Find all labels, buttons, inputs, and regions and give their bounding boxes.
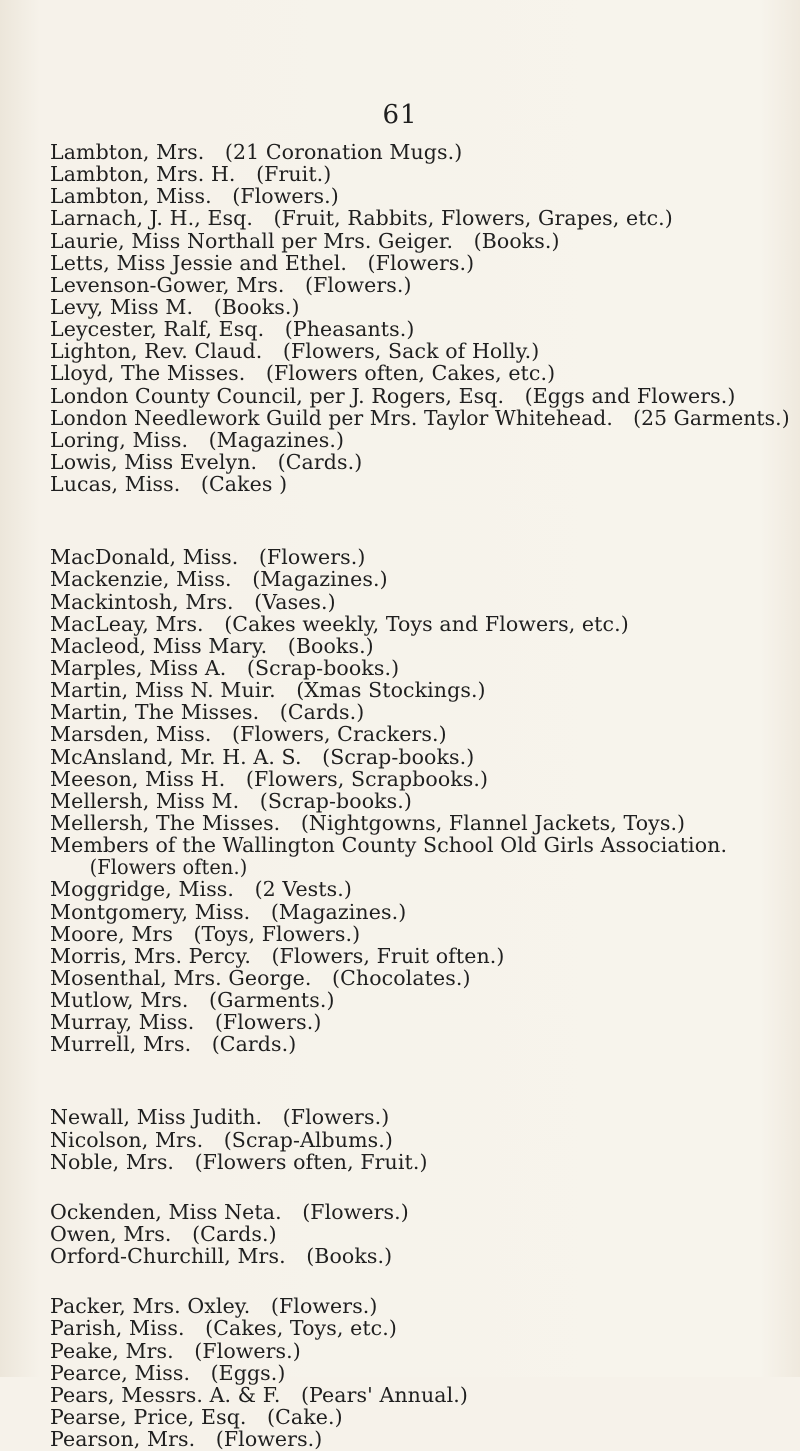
list-item: [50, 1340, 790, 1362]
donor-name: Lambton, Miss.: [50, 184, 212, 209]
list-item: [50, 1245, 790, 1267]
gift-description: (Flowers, Crackers.): [232, 722, 447, 747]
donor-name: Macleod, Miss Mary.: [50, 633, 268, 658]
list-item: [50, 163, 790, 185]
donor-name: Montgomery, Miss.: [50, 899, 251, 924]
list-item: [50, 385, 790, 407]
list-item: [50, 429, 790, 451]
list-item: [50, 834, 790, 856]
gift-description: (Cakes weekly, Toys and Flowers, etc.): [224, 611, 629, 636]
list-item: [50, 1295, 790, 1317]
gift-description: (Cake.): [267, 1405, 343, 1430]
donor-name: Mellersh, Miss M.: [50, 788, 240, 813]
gift-description: (Cards.): [211, 1032, 297, 1057]
list-item: [50, 1201, 790, 1223]
donor-name: MacDonald, Miss.: [50, 545, 239, 570]
donor-name: London Needlework Guild per Mrs. Taylor Whitehead.: [50, 405, 613, 430]
donor-name: Lloyd, The Misses.: [50, 361, 246, 386]
donor-name: Levenson-Gower, Mrs.: [50, 272, 285, 297]
donor-name: Loring, Miss.: [50, 427, 189, 452]
list-item: [50, 318, 790, 340]
donor-name: Lucas, Miss.: [50, 472, 181, 497]
donor-name: Pearce, Miss.: [50, 1360, 191, 1385]
donor-name: Marsden, Miss.: [50, 722, 212, 747]
donor-name: Mackintosh, Mrs.: [50, 589, 234, 614]
gift-description: (Scrap-books.): [322, 744, 475, 769]
gift-description: (Cakes, Toys, etc.): [205, 1316, 397, 1341]
donor-name: Ockenden, Miss Neta.: [50, 1199, 282, 1224]
list-item: [50, 635, 790, 657]
donor-name: Mackenzie, Miss.: [50, 567, 232, 592]
list-item: [50, 1106, 790, 1128]
gift-description: (Magazines.): [270, 899, 407, 924]
donor-name: Larnach, J. H., Esq.: [50, 206, 253, 231]
list-item: [50, 812, 790, 834]
list-item: [50, 1317, 790, 1339]
list-item: [50, 989, 790, 1011]
donor-name: Pears, Messrs. A. & F.: [50, 1382, 281, 1407]
list-item: [50, 451, 790, 473]
list-item: [50, 252, 790, 274]
donor-name: Parish, Miss.: [50, 1316, 185, 1341]
gift-description: (Magazines.): [208, 427, 345, 452]
gift-description: (Scrap-books.): [259, 788, 412, 813]
list-item: [50, 473, 790, 495]
list-item: [50, 746, 790, 768]
gift-description: (Flowers.): [232, 184, 339, 209]
donor-name: Morris, Mrs. Percy.: [50, 943, 251, 968]
gift-description: (Flowers often, Fruit.): [194, 1149, 428, 1174]
gift-description: (Cards.): [279, 700, 365, 725]
donor-name: Lowis, Miss Evelyn.: [50, 449, 258, 474]
gift-description: (Scrap-books.): [246, 655, 400, 680]
gift-description: (Cards.): [277, 449, 363, 474]
list-item: [50, 901, 790, 923]
list-item: [50, 405, 790, 430]
gift-description: (Flowers, Scrapbooks.): [245, 766, 489, 791]
list-item: [50, 679, 790, 701]
list-item: [50, 1362, 790, 1384]
gift-description: (Cakes ): [200, 472, 288, 497]
donor-name: Murrell, Mrs.: [50, 1032, 192, 1057]
list-item: [50, 1428, 790, 1450]
list-item: [50, 141, 790, 163]
gift-description: (Pheasants.): [284, 317, 415, 342]
gift-description: (Fruit.): [256, 162, 332, 187]
gift-description: (Flowers.): [367, 250, 475, 275]
gift-description: (Vases.): [254, 589, 336, 614]
gift-description: (Flowers.): [258, 545, 366, 570]
gift-description: (Eggs.): [210, 1360, 286, 1385]
list-item: [50, 967, 790, 989]
gift-description: (21 Coronation Mugs.): [224, 140, 463, 164]
donor-name: Pearse, Price, Esq.: [50, 1405, 247, 1430]
list-item: [50, 1223, 790, 1245]
list-item: [50, 230, 790, 252]
gift-description: (Flowers often.): [89, 855, 248, 880]
list-item: [50, 856, 748, 878]
gift-description: (Fruit, Rabbits, Flowers, Grapes, etc.): [273, 206, 673, 231]
list-item: [50, 1011, 790, 1033]
list-item: [50, 1151, 790, 1173]
gift-description: (Nightgowns, Flannel Jackets, Toys.): [300, 810, 686, 835]
donor-name: Mutlow, Mrs.: [50, 988, 189, 1013]
donor-name: Letts, Miss Jessie and Ethel.: [50, 250, 348, 275]
gift-description: (Books.): [287, 633, 374, 658]
gift-description: (Flowers.): [282, 1105, 390, 1130]
gift-description: (Flowers.): [302, 1199, 409, 1224]
donor-name: Newall, Miss Judith.: [50, 1105, 263, 1130]
donor-name: Moore, Mrs: [50, 921, 173, 946]
gift-description: (Scrap-Albums.): [223, 1127, 393, 1152]
list-item: [50, 878, 790, 900]
list-item: [50, 591, 790, 613]
gift-description: (Flowers.): [304, 272, 412, 297]
donor-name: Orford-Churchill, Mrs.: [50, 1244, 286, 1269]
donor-name: McAnsland, Mr. H. A. S.: [50, 744, 302, 769]
list-item: [50, 701, 790, 723]
gift-description: (Garments.): [209, 988, 335, 1013]
gift-description: (Xmas Stockings.): [296, 678, 486, 703]
list-item: [50, 1406, 790, 1428]
gift-description: (Cards.): [192, 1222, 277, 1247]
donor-name: Peake, Mrs.: [50, 1338, 174, 1363]
page-number: 61: [382, 100, 418, 130]
list-item: [50, 207, 790, 229]
gift-description: (Flowers.): [214, 1010, 322, 1035]
list-item: [50, 1129, 790, 1151]
donor-group-l: [50, 141, 790, 495]
donor-name: Lambton, Mrs. H.: [50, 162, 236, 187]
donor-name: Lighton, Rev. Claud.: [50, 339, 263, 364]
gift-description: (Magazines.): [252, 567, 388, 592]
gift-description: (Toys, Flowers.): [193, 921, 361, 946]
donor-group-o: [50, 1201, 790, 1267]
donor-name: London County Council, per J. Rogers, Esq.: [50, 383, 505, 408]
list-item: [50, 657, 790, 679]
donor-name: Noble, Mrs.: [50, 1149, 175, 1174]
donor-name: Levy, Miss M.: [50, 294, 194, 319]
list-item: [50, 568, 790, 590]
gift-description: (Books.): [473, 228, 560, 253]
list-item: [50, 296, 790, 318]
donor-group-p: [50, 1295, 790, 1450]
list-item: [50, 340, 790, 362]
donor-name: Lambton, Mrs.: [50, 140, 205, 164]
gift-description: (Flowers.): [194, 1338, 301, 1363]
gift-description: (Flowers, Sack of Holly.): [282, 339, 540, 364]
donor-name: Leycester, Ralf, Esq.: [50, 317, 265, 342]
list-item: [50, 1033, 790, 1055]
donor-name: Mellersh, The Misses.: [50, 810, 281, 835]
list-item: [50, 274, 790, 296]
list-item: [50, 1384, 790, 1406]
list-item: [50, 768, 790, 790]
gift-description: (Flowers often, Cakes, etc.): [265, 361, 556, 386]
gift-description: (Chocolates.): [332, 965, 471, 990]
donor-name: Martin, The Misses.: [50, 700, 260, 725]
gift-description: (Pears' Annual.): [300, 1382, 468, 1407]
donor-name: Meeson, Miss H.: [50, 766, 226, 791]
donor-name: Laurie, Miss Northall per Mrs. Geiger.: [50, 228, 454, 253]
donor-name: Pearson, Mrs.: [50, 1427, 196, 1451]
donor-name: Murray, Miss.: [50, 1010, 195, 1035]
donor-group-m: [50, 546, 790, 1055]
gift-description: (Flowers, Fruit often.): [271, 943, 505, 968]
donor-name: Owen, Mrs.: [50, 1222, 172, 1247]
gift-description: (25 Garments.): [633, 405, 790, 430]
donor-name: Martin, Miss N. Muir.: [50, 678, 276, 703]
list-item: [50, 923, 790, 945]
donor-name: Nicolson, Mrs.: [50, 1127, 204, 1152]
gift-description: (2 Vests.): [254, 877, 352, 902]
list-item: [50, 362, 790, 384]
list-item: [50, 790, 790, 812]
list-item: [50, 185, 790, 207]
donor-name: Members of the Wallington County School Old Girls Association.: [50, 833, 728, 858]
donor-name: Marples, Miss A.: [50, 655, 227, 680]
donor-name: Moggridge, Miss.: [50, 877, 235, 902]
donor-name: MacLeay, Mrs.: [50, 611, 204, 636]
list-item: [50, 613, 790, 635]
list-item: [50, 546, 790, 568]
donor-name: Packer, Mrs. Oxley.: [50, 1294, 251, 1319]
gift-description: (Eggs and Flowers.): [524, 383, 736, 408]
gift-description: (Books.): [213, 294, 300, 319]
gift-description: (Books.): [306, 1244, 393, 1269]
gift-description: (Flowers.): [270, 1294, 378, 1319]
donor-list: [50, 141, 790, 1450]
list-item: [50, 723, 790, 745]
donor-name: Mosenthal, Mrs. George.: [50, 965, 312, 990]
donor-group-n: [50, 1106, 790, 1172]
list-item: [50, 945, 790, 967]
gift-description: (Flowers.): [215, 1427, 323, 1451]
